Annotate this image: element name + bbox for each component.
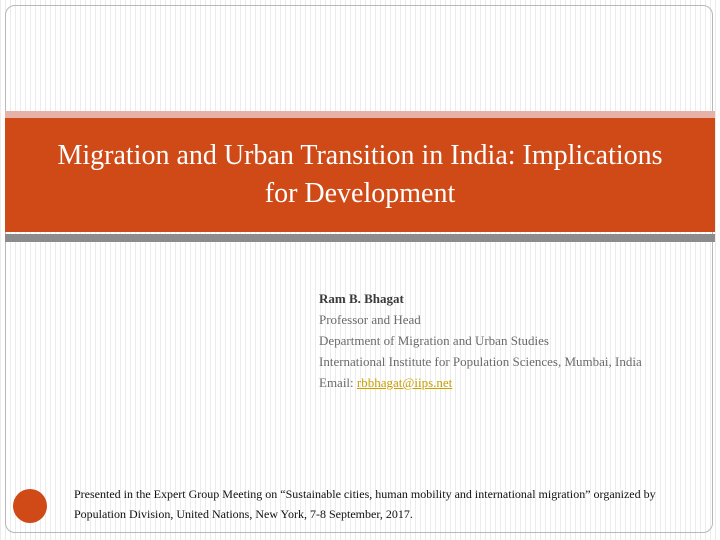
author-institute: International Institute for Population Sciences, Mumbai, India bbox=[319, 354, 642, 369]
presentation-note: Presented in the Expert Group Meeting on “Sustainable cities, human mobility and international migration” organized by Population Division, United Nations, New York, 7-8 September, 2017. bbox=[74, 487, 656, 521]
author-info bbox=[319, 288, 709, 393]
decorative-circle bbox=[13, 489, 47, 523]
author-position: Professor and Head bbox=[319, 312, 421, 327]
slide-frame bbox=[5, 5, 713, 533]
title-bottom-stripe bbox=[5, 234, 715, 242]
author-department: Department of Migration and Urban Studies bbox=[319, 333, 549, 348]
email-label: Email: bbox=[319, 375, 357, 390]
email-link[interactable]: rbbhagat@iips.net bbox=[356, 375, 453, 390]
slide-title: Migration and Urban Transition in India: Implications for Development bbox=[57, 140, 663, 209]
title-top-stripe bbox=[5, 111, 715, 118]
author-email-row bbox=[319, 372, 709, 393]
author-name: Ram B. Bhagat bbox=[319, 291, 404, 306]
title-band bbox=[5, 118, 715, 232]
